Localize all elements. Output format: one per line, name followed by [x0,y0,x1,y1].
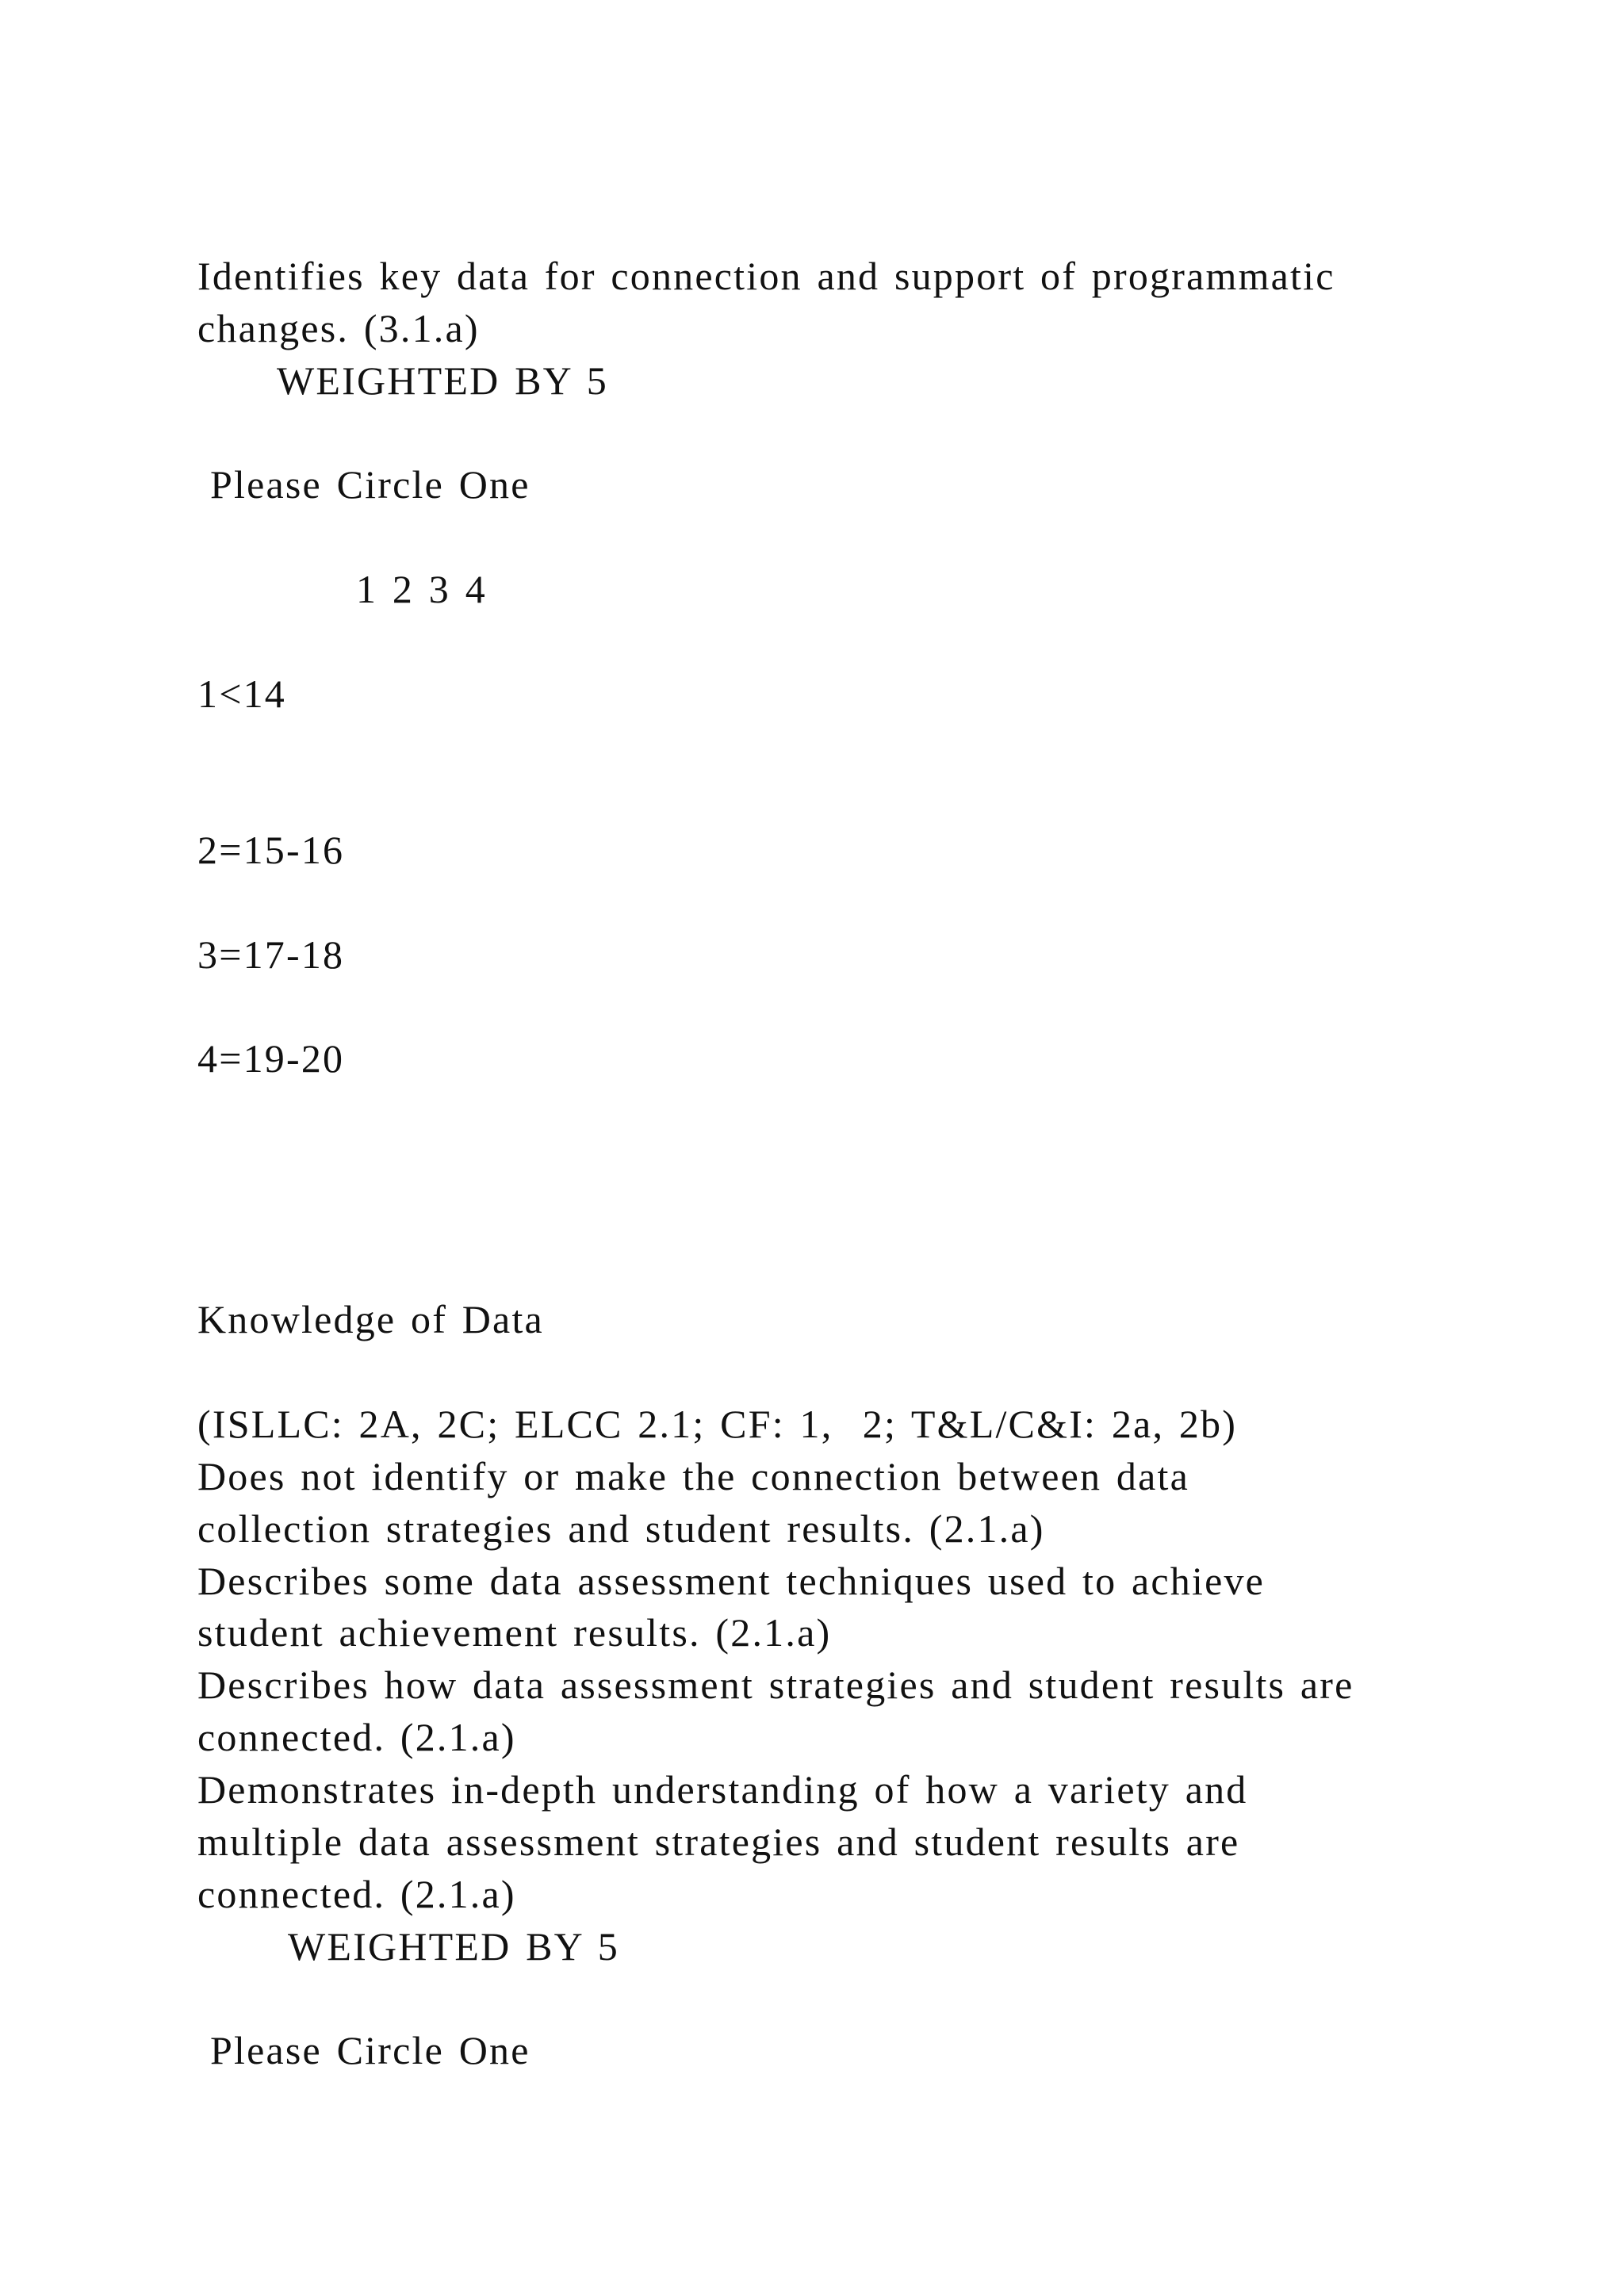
weight-label-2: WEIGHTED BY 5 [288,1924,619,1969]
level-3-text-line-1: Describes how data assessment strategies and student results are [197,1663,1354,1707]
level-4-text-line-1: Demonstrates in-depth understanding of how a variety and [197,1767,1248,1812]
level-4-text-line-3: connected. (2.1.a) [197,1872,516,1916]
circle-prompt-2: Please Circle One [210,2028,530,2072]
scale-item-2: 2=15-16 [197,828,345,872]
level-4-text-line-2: multiple data assessment strategies and student results are [197,1820,1240,1864]
level-1-text-line-1: Does not identify or make the connection between data [197,1454,1189,1498]
scale-item-4: 4=19-20 [197,1036,345,1081]
criterion-text-line-1: Identifies key data for connection and support of programmatic [197,254,1335,298]
scale-item-3: 3=17-18 [197,932,345,977]
section-heading: Knowledge of Data [197,1297,544,1341]
level-2-text-line-1: Describes some data assessment techniques used to achieve [197,1559,1266,1603]
circle-prompt: Please Circle One [210,462,530,507]
standards-reference: (ISLLC: 2A, 2C; ELCC 2.1; CF: 1, 2; T&L/C&I: 2a, 2b) [197,1402,1238,1446]
level-3-text-line-2: connected. (2.1.a) [197,1715,516,1759]
scale-item-1: 1<14 [197,672,286,716]
score-options: 1 2 3 4 [356,567,487,611]
criterion-text-line-2: changes. (3.1.a) [197,306,480,350]
level-1-text-line-2: collection strategies and student results. (2.1.a) [197,1506,1045,1551]
weight-label: WEIGHTED BY 5 [277,358,608,403]
level-2-text-line-2: student achievement results. (2.1.a) [197,1610,832,1655]
